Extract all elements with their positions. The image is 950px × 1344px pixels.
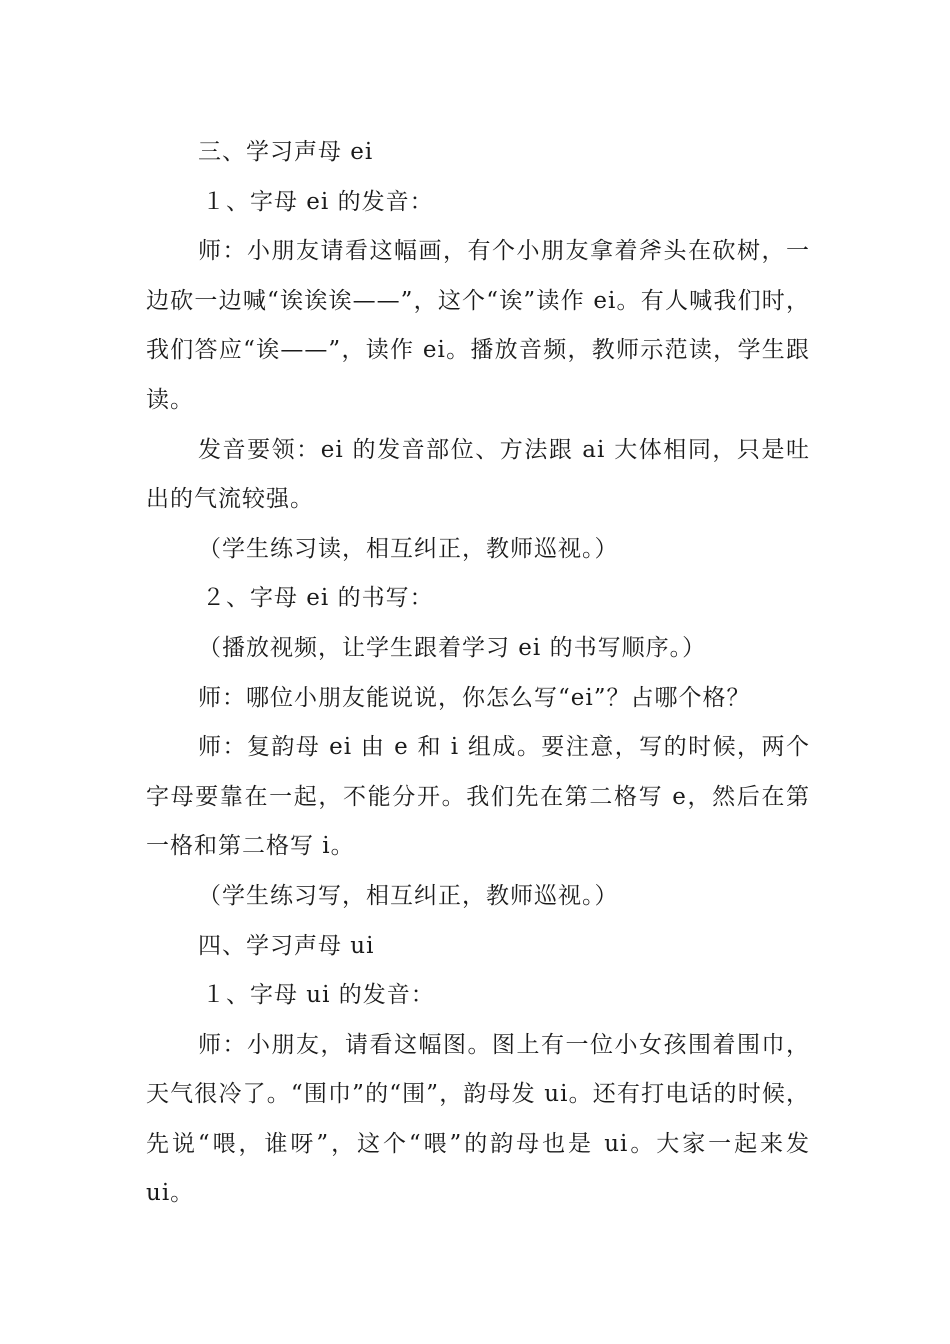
subheading-ei-pronunciation: １、字母 ei 的发音： <box>202 188 434 215</box>
subheading-ui-pronunciation: １、字母 ui 的发音： <box>202 982 435 1009</box>
paragraph-teacher-question: 师：哪位小朋友能说说，你怎么写“ei”？占哪个格？ <box>198 684 751 711</box>
paragraph-pronunciation-tips: 发音要领：ei 的发音部位、方法跟 ai 大体相同，只是吐出的气流较强。 <box>146 436 810 513</box>
paragraph-teacher-writing-instruction: 师：复韵母 ei 由 e 和 i 组成。要注意，写的时候，两个字母要靠在一起，不能分开。我们先在第二格写 e，然后在第一格和第二格写 i。 <box>146 734 810 860</box>
paragraph-practice-writing: （学生练习写，相互纠正，教师巡视。） <box>198 882 619 909</box>
section-heading-ui: 四、学习声母 ui <box>198 932 375 959</box>
paragraph-teacher-ei-intro: 师：小朋友请看这幅画，有个小朋友拿着斧头在砍树，一边砍一边喊“诶诶诶——”，这个“诶”读作 ei。有人喊我们时，我们答应“诶——”，读作 ei。播放音频，教师示范读，学生跟读。 <box>146 238 810 413</box>
section-heading-ei: 三、学习声母 ei <box>198 139 374 165</box>
paragraph-teacher-ui-intro: 师：小朋友，请看这幅图。图上有一位小女孩围着围巾，天气很冷了。“围巾”的“围”，韵母发 ui。还有打电话的时候，先说“喂，谁呀”，这个“喂”的韵母也是 ui。大家一起来发 ui。 <box>146 1031 810 1207</box>
paragraph-practice-reading: （学生练习读，相互纠正，教师巡视。） <box>198 535 619 562</box>
subheading-ei-writing: ２、字母 ei 的书写： <box>202 585 434 612</box>
document-body <box>146 128 810 1219</box>
paragraph-play-video: （播放视频，让学生跟着学习 ei 的书写顺序。） <box>198 634 707 661</box>
